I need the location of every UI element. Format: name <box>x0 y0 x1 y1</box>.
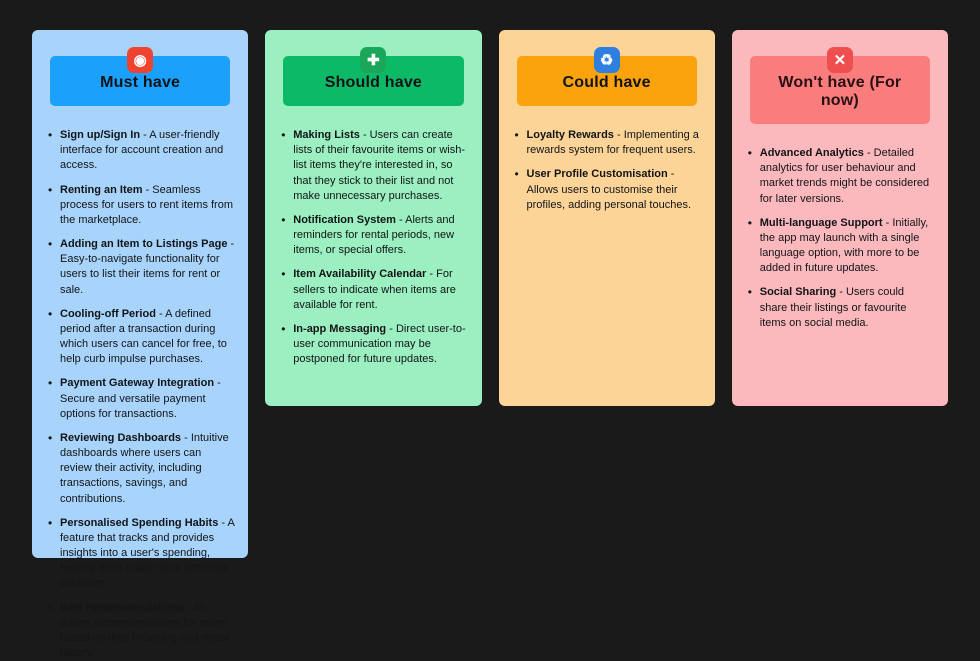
item-text: - Alerts and reminders for rental periods, new items, or special offers. <box>293 213 455 257</box>
item-text: - Users could share their listings or favourite items on social media. <box>759 286 907 329</box>
column-title-must: Must have <box>50 56 230 106</box>
column-title-wont: Won't have (For now) <box>750 56 930 124</box>
list-item <box>60 431 234 507</box>
list-item <box>293 213 467 259</box>
item-term: Advanced Analytics <box>759 147 864 159</box>
cross-box-icon: ✕ <box>827 47 853 73</box>
list-item <box>527 167 701 213</box>
item-list-could <box>499 128 715 213</box>
list-item <box>60 183 234 229</box>
list-item <box>293 322 467 368</box>
column-header-wrap-should <box>265 30 481 106</box>
list-item <box>760 216 934 277</box>
item-text: - Secure and versatile payment options for transactions. <box>60 377 221 420</box>
list-item <box>60 376 234 422</box>
list-item <box>60 516 234 592</box>
item-text: - AI-driven recommendations for users based on their browsing and rental history. <box>60 601 229 660</box>
item-term: In-app Messaging <box>293 322 387 335</box>
list-item <box>293 267 467 313</box>
item-term: Adding an Item to Listings Page <box>60 238 228 251</box>
item-term: Making Lists <box>293 129 360 141</box>
item-term: Sign up/Sign In <box>60 129 141 141</box>
item-text: - Detailed analytics for user behaviour and market trends might be considered for later versions. <box>759 147 930 205</box>
list-item <box>60 128 234 174</box>
item-term: Renting an Item <box>60 183 143 196</box>
column-should-have[interactable] <box>265 30 481 406</box>
list-item <box>760 146 934 207</box>
column-header-wrap-must <box>32 30 248 106</box>
item-text: - A feature that tracks and provides insights into a user's spending, helping them make more informed decisions. <box>60 516 235 590</box>
item-term: Item Recommendations <box>60 601 185 614</box>
list-item <box>760 285 934 331</box>
column-could-have[interactable] <box>499 30 715 406</box>
item-text: - Direct user-to-user communication may be postponed for future updates. <box>293 322 466 366</box>
item-text: - Intuitive dashboards where users can review their activity, including transactions, savings, and contributions. <box>60 431 229 505</box>
item-text: - Users can create lists of their favourite items or wish-list items they're interested in, so that they stick to their list and not make unnecessary purchases. <box>293 129 466 202</box>
item-term: Multi-language Support <box>759 216 883 229</box>
column-header-wrap-wont <box>732 30 948 124</box>
item-term: Reviewing Dashboards <box>60 431 182 444</box>
item-text: - A user-friendly interface for account creation and access. <box>60 129 224 172</box>
plus-icon: ✚ <box>360 47 386 73</box>
item-text: - Initially, the app may launch with a single language option, with more to be added in future updates. <box>759 216 929 275</box>
item-term: Item Availability Calendar <box>293 268 427 281</box>
list-item <box>60 601 234 661</box>
list-item <box>293 128 467 204</box>
item-text: - Easy-to-navigate functionality for users to list their items for rent or sale. <box>60 238 235 296</box>
item-term: Payment Gateway Integration <box>60 377 215 390</box>
list-item <box>60 307 234 368</box>
list-item <box>527 128 701 158</box>
item-text: - For sellers to indicate when items are available for rent. <box>293 268 456 311</box>
item-text: - Implementing a rewards system for frequent users. <box>526 129 699 157</box>
item-text: - Allows users to customise their profiles, adding personal touches. <box>526 168 691 211</box>
column-must-have[interactable] <box>32 30 248 660</box>
column-title-should: Should have <box>283 56 463 106</box>
item-term: Loyalty Rewards <box>526 129 614 141</box>
item-term: Personalised Spending Habits <box>60 516 219 529</box>
item-term: User Profile Customisation <box>526 168 668 181</box>
item-list-wont <box>732 146 948 331</box>
item-list-must <box>32 128 248 661</box>
item-term: Notification System <box>293 213 396 226</box>
column-header-wrap-could <box>499 30 715 106</box>
column-title-could: Could have <box>517 56 697 106</box>
recycle-icon: ♻ <box>594 47 620 73</box>
item-text: - A defined period after a transaction during which users can cancel for free, to help curb impulse purchases. <box>60 307 227 366</box>
column-wont-have[interactable] <box>732 30 948 406</box>
target-icon: ◉ <box>127 47 153 73</box>
item-term: Cooling-off Period <box>60 307 156 320</box>
list-item <box>60 237 234 298</box>
item-term: Social Sharing <box>759 286 837 299</box>
item-list-should <box>265 128 481 367</box>
item-text: - Seamless process for users to rent items from the marketplace. <box>60 183 233 226</box>
